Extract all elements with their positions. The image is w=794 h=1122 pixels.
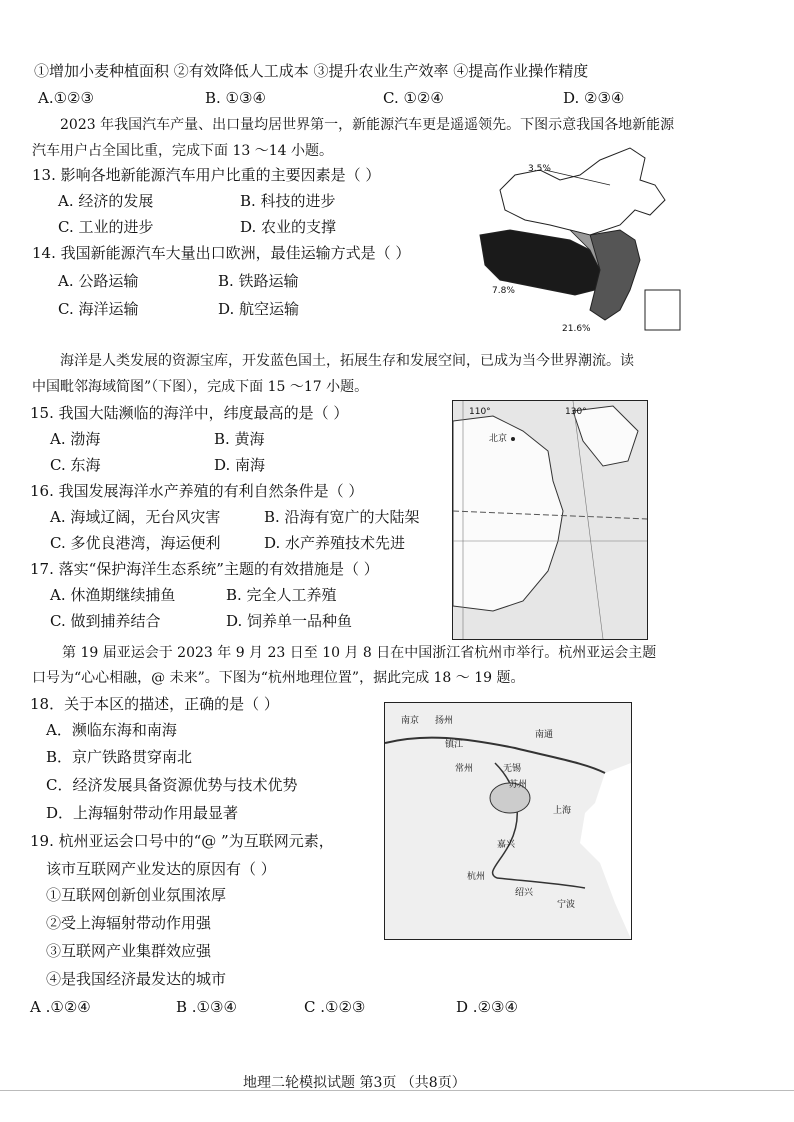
hangzhou-location-map	[384, 702, 632, 940]
q14-option-c[interactable]: C. 海洋运输	[58, 300, 139, 318]
intro-18-19-line2: 口号为“心心相融，@ 未来”。下图为“杭州地理位置”，据此完成 18 ～ 19 题。	[32, 670, 525, 686]
q18-option-c[interactable]: C．经济发展具备资源优势与技术优势	[46, 776, 298, 794]
south-china-sea-inset	[645, 290, 680, 330]
prev-choice-c[interactable]: C. ①②④	[383, 89, 444, 107]
q13-stem: 13. 影响各地新能源汽车用户比重的主要因素是（ ）	[32, 166, 381, 184]
intro-13-14-line2: 汽车用户占全国比重，完成下面 13 ～14 小题。	[32, 143, 333, 159]
q13-option-c[interactable]: C. 工业的进步	[58, 218, 154, 236]
q17-stem: 17. 落实“保护海洋生态系统”主题的有效措施是（ ）	[30, 560, 379, 578]
china-nev-share-map	[470, 140, 690, 335]
q15-option-d[interactable]: D. 南海	[214, 456, 266, 474]
hangzhou-map-svg	[385, 703, 631, 939]
china-seas-map	[452, 400, 648, 640]
china-map-svg	[470, 140, 690, 335]
intro-18-19-line1: 第 19 届亚运会于 2023 年 9 月 23 日至 10 月 8 日在中国浙江省杭州市举行。杭州亚运会主题	[62, 645, 657, 661]
map3-zhenjiang: 镇江	[445, 740, 464, 750]
q18-option-a[interactable]: A．濒临东海和南海	[46, 721, 177, 739]
map3-changzhou: 常州	[455, 764, 474, 774]
q19-option-b[interactable]: B .①③④	[176, 998, 237, 1016]
q16-stem: 16. 我国发展海洋水产养殖的有利自然条件是（ ）	[30, 482, 364, 500]
q19-option-d[interactable]: D .②③④	[456, 998, 518, 1016]
intro-13-14-line1: 2023 年我国汽车产量、出口量均居世界第一，新能源汽车更是遥遥领先。下图示意我国各地新能源	[60, 117, 675, 133]
map3-nantong: 南通	[535, 730, 554, 740]
q15-option-c[interactable]: C. 东海	[50, 456, 101, 474]
prev-question-options: ①增加小麦种植面积 ②有效降低人工成本 ③提升农业生产效率 ④提高作业操作精度	[34, 62, 589, 80]
q15-option-b[interactable]: B. 黄海	[214, 430, 265, 448]
q15-stem: 15. 我国大陆濒临的海洋中，纬度最高的是（ ）	[30, 404, 349, 422]
q14-option-b[interactable]: B. 铁路运输	[218, 272, 299, 290]
q13-option-d[interactable]: D. 农业的支撑	[240, 218, 337, 236]
map1-label-top: 3.5%	[528, 164, 551, 174]
map2-lon1: 110°	[469, 407, 491, 417]
seas-map-svg	[453, 401, 647, 639]
q19-item-2: ②受上海辐射带动作用强	[46, 914, 212, 932]
map3-hangzhou: 杭州	[467, 872, 486, 882]
q18-stem: 18．关于本区的描述，正确的是（ ）	[30, 695, 279, 713]
q17-option-c[interactable]: C. 做到捕养结合	[50, 612, 161, 630]
q19-option-a[interactable]: A .①②④	[30, 998, 91, 1016]
q15-option-a[interactable]: A. 渤海	[50, 430, 101, 448]
map3-wuxi: 无锡	[503, 764, 522, 774]
q16-option-a[interactable]: A. 海域辽阔，无台风灾害	[50, 508, 221, 526]
map3-shaoxing: 绍兴	[515, 888, 534, 898]
intro-15-17-line1: 海洋是人类发展的资源宝库，开发蓝色国土，拓展生存和发展空间，已成为当今世界潮流。读	[60, 353, 634, 369]
q18-option-d[interactable]: D．上海辐射带动作用最显著	[46, 804, 239, 822]
intro-15-17-line2: 中国毗邻海域简图”（下图），完成下面 15 ～17 小题。	[32, 379, 369, 395]
q13-option-a[interactable]: A. 经济的发展	[58, 192, 154, 210]
map1-label-bottom: 21.6%	[562, 324, 591, 334]
map3-nanjing: 南京	[401, 716, 420, 726]
q17-option-a[interactable]: A. 休渔期继续捕鱼	[50, 586, 176, 604]
q19-item-1: ①互联网创新创业氛围浓厚	[46, 886, 227, 904]
q16-option-d[interactable]: D. 水产养殖技术先进	[264, 534, 406, 552]
prev-choice-a[interactable]: A.①②③	[38, 89, 94, 107]
q19-item-3: ③互联网产业集群效应强	[46, 942, 212, 960]
q17-option-d[interactable]: D. 饲养单一品种鱼	[226, 612, 353, 630]
q19-stem-line1: 19. 杭州亚运会口号中的“@ ”为互联网元素，	[30, 832, 334, 850]
map2-lon2: 130°	[565, 407, 587, 417]
prev-choice-b[interactable]: B. ①③④	[205, 89, 266, 107]
q19-option-c[interactable]: C .①②③	[304, 998, 366, 1016]
q19-item-4: ④是我国经济最发达的城市	[46, 970, 227, 988]
map2-beijing: 北京	[489, 434, 508, 444]
north-region	[500, 148, 665, 235]
page-footer: 地理二轮模拟试题 第3页 （共8页）	[243, 1075, 466, 1091]
map3-suzhou: 苏州	[509, 780, 528, 790]
q17-option-b[interactable]: B. 完全人工养殖	[226, 586, 337, 604]
q14-option-a[interactable]: A. 公路运输	[58, 272, 139, 290]
map3-shanghai: 上海	[553, 806, 572, 816]
q14-stem: 14. 我国新能源汽车大量出口欧洲，最佳运输方式是（ ）	[32, 244, 411, 262]
map3-jiaxing: 嘉兴	[497, 840, 516, 850]
beijing-dot	[511, 437, 515, 441]
prev-choice-d[interactable]: D. ②③④	[563, 89, 625, 107]
q16-option-c[interactable]: C. 多优良港湾，海运便利	[50, 534, 221, 552]
map1-label-left: 7.8%	[492, 286, 515, 296]
map3-yangzhou: 扬州	[435, 716, 454, 726]
q16-option-b[interactable]: B. 沿海有宽广的大陆架	[264, 508, 420, 526]
q14-option-d[interactable]: D. 航空运输	[218, 300, 300, 318]
map3-ningbo: 宁波	[557, 900, 576, 910]
q13-option-b[interactable]: B. 科技的进步	[240, 192, 336, 210]
q18-option-b[interactable]: B．京广铁路贯穿南北	[46, 748, 193, 766]
q19-stem-line2: 该市互联网产业发达的原因有（ ）	[46, 860, 276, 878]
